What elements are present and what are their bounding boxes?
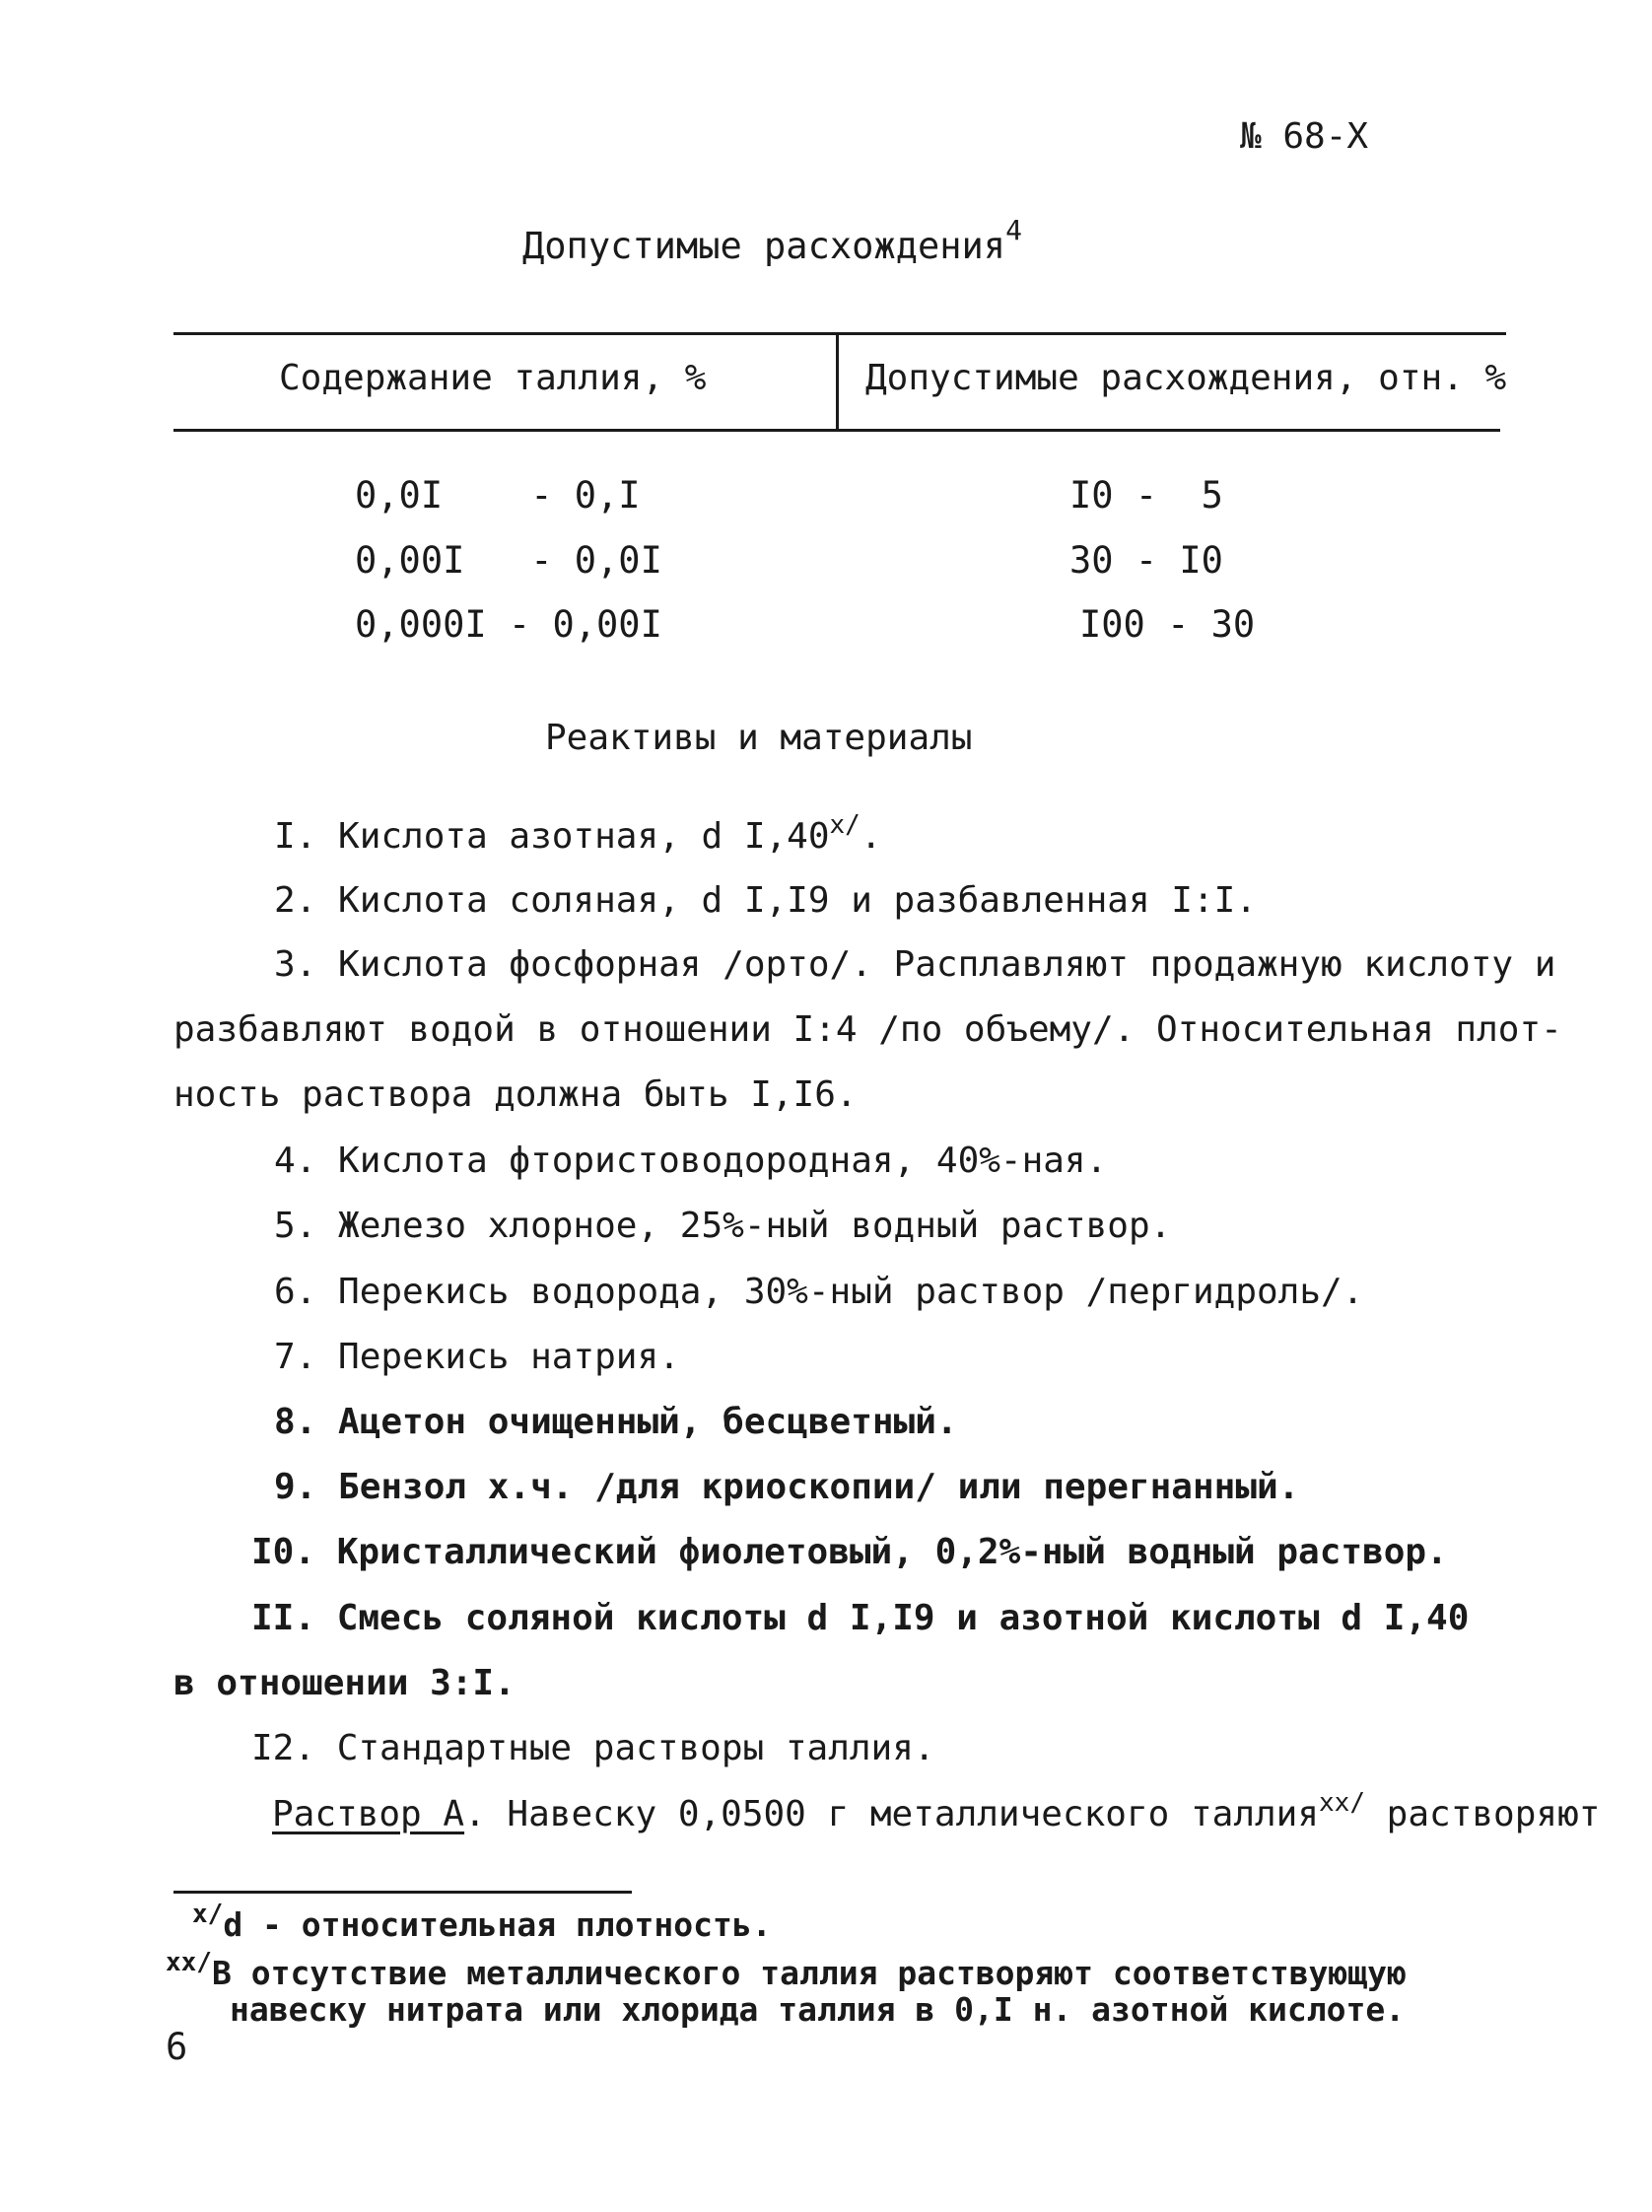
list-item: I2. Стандартные растворы таллия.: [251, 1728, 935, 1768]
list-item: 7. Перекись натрия.: [274, 1337, 680, 1377]
list-item: I0. Кристаллический фиолетовый, 0,2%-ный водный раствор.: [251, 1532, 1448, 1572]
table-cell-content-row-3: 0,000I - 0,00I: [355, 603, 662, 646]
list-item: 2. Кислота соляная, d I,I9 и разбавленная I:I.: [274, 880, 1257, 921]
list-item: 5. Железо хлорное, 25%-ный водный раствор.: [274, 1206, 1172, 1246]
table-cell-allowed-row-3: I00 - 30: [1079, 603, 1256, 646]
footnote-2-continuation: навеску нитрата или хлорида таллия в 0,I н. азотной кислоте.: [230, 1990, 1406, 2029]
page-number: 6: [166, 2026, 188, 2068]
footnote-ref-x: х/: [829, 810, 860, 840]
table-column-separator: [836, 335, 839, 429]
solution-a-line: Раствор А. Навеску 0,0500 г металлического таллия$^{хх/}$ растворяют: [272, 1788, 1601, 1834]
table-header-rule: [173, 429, 1500, 432]
list-item-continuation: разбавляют водой в отношении I:4 /по объему/. Относительная плот-: [173, 1009, 1562, 1050]
table-header-content: Содержание таллия, %: [279, 358, 707, 398]
table-cell-allowed-row-2: 30 - I0: [1069, 539, 1223, 582]
list-item: 4. Кислота фтористоводородная, 40%-ная.: [274, 1141, 1108, 1181]
document-number: № 68-Х: [1240, 116, 1369, 157]
list-item: 8. Ацетон очищенный, бесцветный.: [274, 1402, 958, 1442]
list-item-continuation: в отношении 3:I.: [173, 1663, 516, 1703]
list-item: II. Смесь соляной кислоты d I,I9 и азотной кислоты d I,40: [251, 1598, 1470, 1638]
table-title: [522, 213, 1022, 267]
section-title: Реактивы и материалы: [545, 718, 973, 758]
table-cell-content-row-2: 0,00I - 0,0I: [355, 539, 662, 582]
footnote-1: $^{х/}$d - относительная плотность.: [192, 1900, 772, 1944]
table-cell-content-row-1: 0,0I - 0,I: [355, 474, 641, 517]
table-header-allowed: Допустимые расхождения, отн. %: [865, 358, 1507, 398]
footnote-ref-xx: хх/: [1319, 1788, 1365, 1818]
footnote-2: $^{хх/}$В отсутствие металлического таллия растворяют соответствующую: [166, 1948, 1407, 1992]
footnote-1-mark: х/: [192, 1900, 224, 1929]
table-top-rule: [173, 332, 1506, 335]
table-title-text: Допустимые расхождения: [522, 225, 1006, 267]
list-item: 6. Перекись водорода, 30%-ный раствор /пергидроль/.: [274, 1272, 1364, 1312]
solution-a-label: Раствор А: [272, 1794, 465, 1834]
list-item-continuation: ность раствора должна быть I,I6.: [173, 1074, 858, 1115]
table-title-superscript: 4: [1005, 213, 1022, 246]
table-cell-allowed-row-1: I0 - 5: [1069, 474, 1223, 517]
footnote-2-mark: хх/: [166, 1948, 212, 1977]
list-item: I. Кислота азотная, d $I,40^{х/}$.: [274, 810, 882, 857]
list-item: 9. Бензол х.ч. /для криоскопии/ или перегнанный.: [274, 1467, 1300, 1507]
list-item: 3. Кислота фосфорная /орто/. Расплавляют продажную кислоту и: [274, 944, 1556, 985]
footnote-rule: [173, 1891, 632, 1894]
